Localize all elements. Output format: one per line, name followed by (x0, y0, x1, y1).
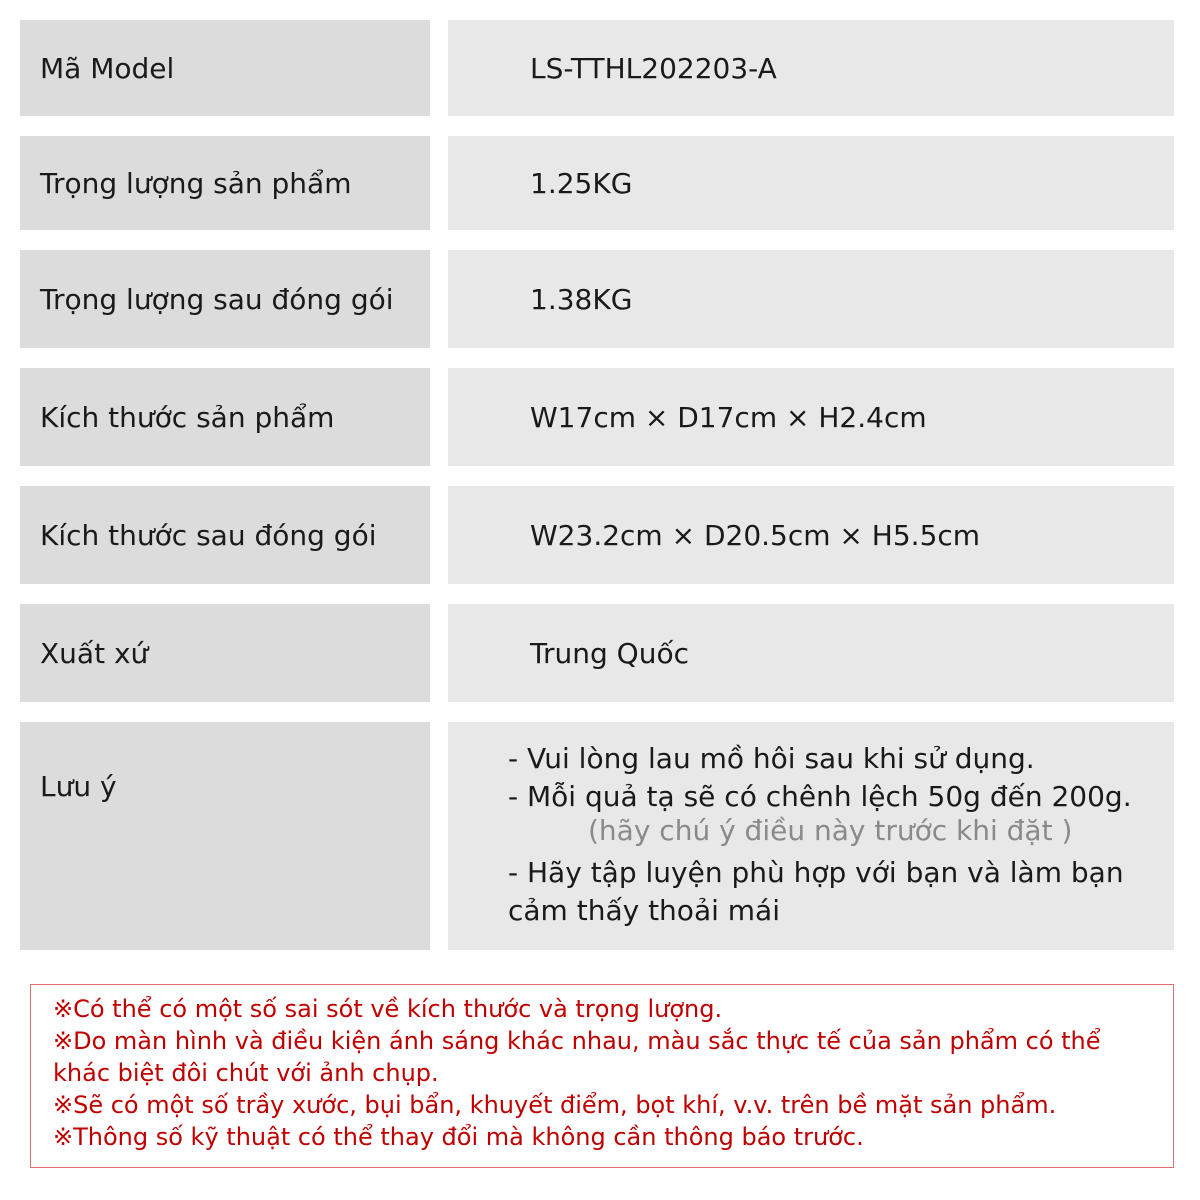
spec-value-product-weight: 1.25KG (448, 136, 1174, 230)
note-line-weight-variance: - Mỗi quả tạ sẽ có chênh lệch 50g đến 200g. (508, 780, 1132, 813)
disclaimer-line-size-weight: ※Có thể có một số sai sót về kích thước và trọng lượng. (53, 995, 723, 1023)
spec-value-notes (448, 722, 1174, 950)
spec-label-packed-weight: Trọng lượng sau đóng gói (20, 250, 430, 348)
disclaimer-line-color: ※Do màn hình và điều kiện ánh sáng khác nhau, màu sắc thực tế của sản phẩm có thể khác biệt đôi chút với ảnh chụp. (53, 1027, 1101, 1087)
spec-label-product-size: Kích thước sản phẩm (20, 368, 430, 466)
disclaimer-line-spec-change: ※Thông số kỹ thuật có thể thay đổi mà không cần thông báo trước. (53, 1123, 864, 1151)
note-line-training: - Hãy tập luyện phù hợp với bạn và làm bạn cảm thấy thoải mái (508, 856, 1124, 927)
spec-value-origin: Trung Quốc (448, 604, 1174, 702)
spec-value-packed-size: W23.2cm × D20.5cm × H5.5cm (448, 486, 1174, 584)
note-line-sweat: - Vui lòng lau mồ hôi sau khi sử dụng. (508, 742, 1035, 775)
spec-label-notes: Lưu ý (20, 722, 430, 950)
disclaimer-box (30, 984, 1174, 1168)
spec-label-product-weight: Trọng lượng sản phẩm (20, 136, 430, 230)
disclaimer-line-surface: ※Sẽ có một số trầy xước, bụi bẩn, khuyết điểm, bọt khí, v.v. trên bề mặt sản phẩm. (53, 1091, 1057, 1119)
spec-value-packed-weight: 1.38KG (448, 250, 1174, 348)
spec-value-model: LS-TTHL202203-A (448, 20, 1174, 116)
spec-label-model: Mã Model (20, 20, 430, 116)
spec-value-product-size: W17cm × D17cm × H2.4cm (448, 368, 1174, 466)
note-hint: (hãy chú ý điều này trước khi đặt ) (588, 814, 1073, 847)
spec-label-origin: Xuất xứ (20, 604, 430, 702)
spec-label-packed-size: Kích thước sau đóng gói (20, 486, 430, 584)
